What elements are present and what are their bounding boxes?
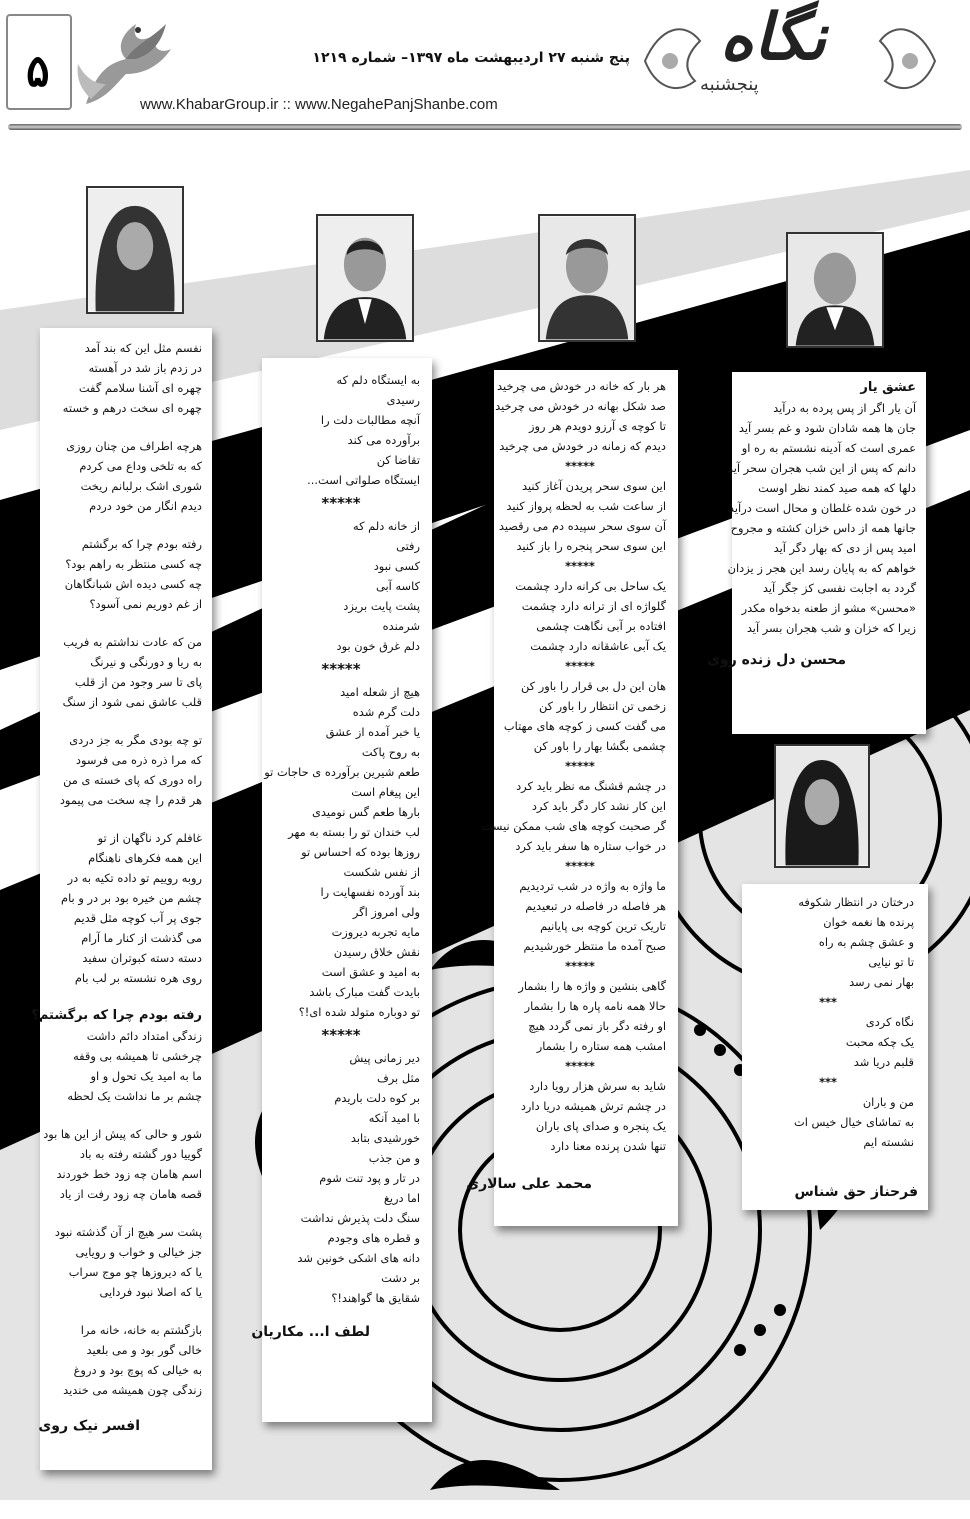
poem-line: تنها شدن پرنده معنا دارد xyxy=(550,1139,666,1153)
stanza-gap xyxy=(40,516,202,534)
poem-line: غافلم کرد ناگهان از تو xyxy=(97,831,202,845)
issue-date-line: پنج شنبه ۲۷ اردیبهشت ماه ۱۳۹۷– شماره ۱۲۱۹ xyxy=(312,50,630,66)
poem-line: زیرا که خزان و شب هجران بسر آید xyxy=(746,621,916,635)
poet-photo-makarian xyxy=(316,214,414,342)
poem-line: که مرا ذره ذره می فرسود xyxy=(75,753,202,767)
poem-line: زندگی امتداد دائم داشت xyxy=(86,1029,202,1043)
poem-line: قلب عاشق نمی شود از سنگ xyxy=(62,695,202,709)
poem-line: این همه فکرهای ناهنگام xyxy=(88,851,202,865)
poem-line: رفتی xyxy=(396,539,420,553)
poem-line: ما واژه به واژه در شب تردیدیم xyxy=(519,879,666,893)
poem-line: من که عادت نداشتم به فریب xyxy=(63,635,202,649)
poem-line: گردد به اجابت نفسی کز جگر آید xyxy=(762,581,916,595)
poem-line: یا که دیروزها چو موج سراب xyxy=(68,1265,202,1279)
poem-line: که به تلخی وداع می کردم xyxy=(79,459,202,473)
poem-line: چه کسی منتظر به راهم بود؟ xyxy=(65,557,202,571)
poem-line: او رفته دگر باز نمی گردد هیچ xyxy=(528,1019,666,1033)
poet-name: فرحناز حق شناس xyxy=(794,1184,918,1200)
poem-line: زخمی تن انتظار را باور کن xyxy=(538,699,666,713)
poem-line: به خیالی که پوچ بود و دروغ xyxy=(73,1363,202,1377)
poem-line: چشم من خیره بود بر در و بام xyxy=(61,891,202,905)
poem-line: اسم هامان چه زود خط خوردند xyxy=(56,1167,202,1181)
stanza-separator: ***** xyxy=(565,659,595,673)
poem-line: رفته بودم چرا که برگشتم xyxy=(81,537,202,551)
poem-line: یا خبر آمده از عشق xyxy=(325,725,420,739)
poem-line: به ایستگاه دلم که xyxy=(336,373,420,387)
poem-line: آنچه مطالبات دلت را xyxy=(320,413,420,427)
stanza-separator: ***** xyxy=(565,759,595,773)
poem-line: و قطره های وجودم xyxy=(327,1231,420,1245)
poem-line: پشت پایت بریزد xyxy=(343,599,420,613)
poem-line: در چشم قشنگ مه نظر باید کرد xyxy=(516,779,666,793)
stanza-separator: ***** xyxy=(321,1026,361,1044)
poem-line: این سوی سحر پنجره را باز کنید xyxy=(516,539,666,553)
page-number: ۵ xyxy=(26,46,50,97)
poem-line: هر بار که خانه در خودش می چرخید xyxy=(497,379,666,393)
poet-name: لطف ا... مکاریان xyxy=(251,1324,370,1340)
poem-line: آن سوی سحر سپیده دم می رقصید xyxy=(498,519,666,533)
poet-name: محمد علی سالاری xyxy=(466,1176,592,1192)
poem-line: پشت سر هیچ از آن گذشته نبود xyxy=(54,1225,202,1239)
poem-line: تو دوباره متولد شده ای!؟ xyxy=(298,1005,420,1019)
poem-line: نفسم مثل این که بند آمد xyxy=(84,341,202,355)
poem-line: در خواب ستاره ها سفر باید کرد xyxy=(515,839,666,853)
poem-line: به امید و عشق است xyxy=(321,965,420,979)
stanza-separator: *** xyxy=(819,995,837,1009)
poem-line: گر صحبت کوچه های شب ممکن نیست xyxy=(481,819,666,833)
poem-line: این پیغام است xyxy=(351,785,420,799)
poem-line: چهره ای سخت درهم و خسته xyxy=(62,401,202,415)
poem-line: بهار نمی رسد xyxy=(849,975,914,989)
stanza-separator: ***** xyxy=(321,660,361,678)
poem-line: جانها همه از داس خزان کشته و مجروح xyxy=(730,521,916,535)
poet-photo-farahnaz xyxy=(774,744,870,868)
poem-line: امشب همه ستاره را بشمار xyxy=(536,1039,666,1053)
poem-line: صد شکل بهانه در خودش می چرخید xyxy=(495,399,666,413)
poem-line: با امید آنکه xyxy=(368,1111,420,1125)
poem-line: دیدم که زمانه در خودش می چرخید xyxy=(499,439,666,453)
poem-line: شاید به سرش هزار رویا دارد xyxy=(529,1079,666,1093)
poem-line: چه کسی دیده اش شبانگاهان xyxy=(64,577,202,591)
poem-line: جان ها همه شادان شود و غم بسر آید xyxy=(738,421,916,435)
poem-line: از ساعت شب به لحظه پرواز کنید xyxy=(506,499,666,513)
poem-line: یک چکه محبت xyxy=(845,1035,914,1049)
poem-line: «محسن» مشو از طعنه بدخواه مکدر xyxy=(741,601,916,615)
poet-photo-mohsen xyxy=(786,232,884,348)
poem-line: بازگشتم به خانه، خانه مرا xyxy=(80,1323,202,1337)
poem-line: یک آبی عاشقانه دارد چشمت xyxy=(530,639,666,653)
poem-line: در زدم باز شد در آهسته xyxy=(88,361,202,375)
poem-line: راه دوری که پای خسته ی من xyxy=(63,773,202,787)
poem-line: این سوی سحر پریدن آغاز کنید xyxy=(522,479,666,493)
website-urls: www.KhabarGroup.ir :: www.NegahePanjShanbe.com xyxy=(140,96,498,113)
poem-line: به روح پاکت xyxy=(361,745,420,759)
poem-subtitle: رفته بودم چرا که برگشتم؟ xyxy=(31,1008,202,1023)
poem-line: تو چه بودی مگر به جز دردی xyxy=(69,733,202,747)
stanza-gap xyxy=(40,1106,202,1124)
header-divider xyxy=(8,124,962,130)
poem-lines xyxy=(262,370,420,1308)
poem-line: از خانه دلم که xyxy=(353,519,420,533)
poem-line: شقایق ها گواهند!؟ xyxy=(331,1291,420,1305)
poem-column-3 xyxy=(251,358,432,1422)
poem-line: یک ساحل بی کرانه دارد چشمت xyxy=(515,579,666,593)
poem-line: درختان در انتظار شکوفه xyxy=(798,895,914,909)
stanza-separator: ***** xyxy=(321,494,361,512)
poem-line: در خون شده غلطان و محال است درآید xyxy=(728,501,916,515)
stanza-gap xyxy=(40,1302,202,1320)
poem-line: شرمنده xyxy=(382,619,420,633)
poem-line: سنگ دلت پذیرش نداشت xyxy=(300,1211,420,1225)
poem-line: ولی امروز اگر xyxy=(352,905,420,919)
poem-line: دیر زمانی پیش xyxy=(349,1051,420,1065)
poem-line: به تماشای خیال خیس ات xyxy=(793,1115,914,1129)
poem-line: طعم شیرین برآورده ی حاجات تو xyxy=(264,765,420,779)
poem-column-1 xyxy=(707,372,926,734)
newspaper-logo-subtitle: پنجشنبه xyxy=(700,74,759,95)
poem-lines xyxy=(31,338,202,1400)
poem-line: تقاضا کن xyxy=(376,453,420,467)
poet-name: محسن دل زنده روی xyxy=(707,652,846,668)
poem-line: زندگی چون همیشه می خندید xyxy=(63,1383,202,1397)
poem-line: مثل برف xyxy=(376,1071,420,1085)
poem-line: بر کوه دلت باریدم xyxy=(334,1091,420,1105)
poem-line: چهره ای آشنا سلامم گفت xyxy=(78,381,202,395)
poem-line: نقش خلاق رسیدن xyxy=(333,945,420,959)
poem-column-2 xyxy=(466,370,678,1226)
poem-line: در چشم ترش همیشه دریا دارد xyxy=(520,1099,666,1113)
poem-line: تا کوچه ی آرزو دویدم هر روز xyxy=(529,419,666,433)
poem-line: یا که اصلا نبود فردایی xyxy=(99,1285,202,1299)
poem-column-4 xyxy=(31,328,212,1470)
poem-column-5 xyxy=(742,884,928,1210)
poem-line: کاسه آبی xyxy=(376,579,420,593)
poem-line: برآورده می کند xyxy=(347,433,420,447)
poem-line: گوییا دور گشته رفته به باد xyxy=(79,1147,202,1161)
poem-line: اما دریغ xyxy=(383,1191,420,1205)
poem-line: دلم غرق خون بود xyxy=(336,639,420,653)
poem-line: دانم که پس از این شب هجران سحر آید xyxy=(727,461,916,475)
stanza-gap xyxy=(40,988,202,1006)
poem-line: هر قدم را چه سخت می پیمود xyxy=(59,793,202,807)
poem-line: جز خیالی و خواب و رویایی xyxy=(75,1245,202,1259)
poem-line: روی هره نشسته بر لب بام xyxy=(74,971,202,985)
stanza-separator: ***** xyxy=(565,459,595,473)
poem-line: گلواژه ای از ترانه دارد چشمت xyxy=(521,599,666,613)
poem-line: این کار نشد کار دگر باید کرد xyxy=(531,799,666,813)
poem-line: هیچ از شعله امید xyxy=(340,685,420,699)
poem-line: می گفت کسی ز کوچه های مهتاب xyxy=(503,719,666,733)
poem-line: قلبم دریا شد xyxy=(853,1055,914,1069)
poem-line: از نفس شکست xyxy=(343,865,420,879)
stanza-gap xyxy=(40,712,202,730)
poem-line: یک پنجره و صدای پای باران xyxy=(535,1119,666,1133)
poem-line: تا تو نیایی xyxy=(868,955,914,969)
poem-line: گاهی بنشین و واژه ها را بشمار xyxy=(518,979,666,993)
stanza-gap xyxy=(40,1204,202,1222)
poem-line: نگاه کردی xyxy=(865,1015,914,1029)
poem-line: چرخشی تا همیشه بی وقفه xyxy=(73,1049,202,1063)
poem-line: چشمی بگشا بهار را باور کن xyxy=(533,739,666,753)
poem-line: حالا همه نامه پاره ها را بشمار xyxy=(524,999,666,1013)
poem-line: افتاده بر آبی نگاهت چشمی xyxy=(536,619,666,633)
stanza-separator: ***** xyxy=(565,959,595,973)
poem-line: ایستگاه صلواتی است... xyxy=(307,473,420,487)
poem-line: بارها طعم گس نومیدی xyxy=(311,805,420,819)
poem-line: هرچه اطراف من چنان روزی xyxy=(66,439,202,453)
poem-line: هان این دل بی قرار را باور کن xyxy=(520,679,666,693)
poem-lines xyxy=(742,892,914,1152)
poem-line: روزها بوده که احساس تو xyxy=(301,845,420,859)
poem-line: رسیدی xyxy=(386,393,420,407)
poem-line: خواهم که به پایان رسد این هجر ز یزدان xyxy=(727,561,916,575)
newspaper-logo: نگاه xyxy=(720,0,827,75)
poem-lines xyxy=(727,398,916,638)
poem-line: بند آورده نفسهایت را xyxy=(320,885,420,899)
poem-line: پرنده ها نغمه خوان xyxy=(823,915,914,929)
poem-line: تاریک ترین کوچه بی پایانیم xyxy=(540,919,666,933)
poem-line: بر دشت xyxy=(381,1271,420,1285)
poem-line: دلها که همه صید کمند نظر اوست xyxy=(758,481,916,495)
poem-line: مایه تجربه دیروزت xyxy=(331,925,420,939)
poem-line: جوی پر آب کوچه مثل قدیم xyxy=(73,911,202,925)
poem-line: کسی نبود xyxy=(373,559,420,573)
poem-line: شور و حالی که پیش از این ها بود xyxy=(43,1127,202,1141)
poem-line: می گذشت از کنار ما آرام xyxy=(81,931,202,945)
poem-line: از غم دوریم نمی آسود؟ xyxy=(89,597,202,611)
stanza-separator: ***** xyxy=(565,859,595,873)
poem-line: امید پس از دی که بهار دگر آید xyxy=(773,541,916,555)
stanza-separator: ***** xyxy=(565,559,595,573)
stanza-separator: *** xyxy=(819,1075,837,1089)
poem-line: خالی گور بود و می بلعید xyxy=(86,1343,202,1357)
poem-title: عشق یار xyxy=(860,380,916,395)
poem-line: دسته دسته کبوتران سفید xyxy=(82,951,202,965)
poem-line: لب خندان تو را بسته به مهر xyxy=(288,825,420,839)
poem-line: و من جذب xyxy=(368,1151,420,1165)
poem-line: نشسته ایم xyxy=(863,1135,914,1149)
poem-line: آن یار اگر از پس پرده به درآید xyxy=(773,401,916,415)
poet-photo-afsar xyxy=(86,186,184,314)
poet-photo-salari xyxy=(538,214,636,342)
poem-line: عمری است که آدینه نشستم به ره او xyxy=(741,441,916,455)
page-number-box xyxy=(6,14,72,110)
poem-line: در تار و پود تنت شوم xyxy=(319,1171,420,1185)
poet-name: افسر نیک روی xyxy=(38,1418,140,1434)
stanza-separator: ***** xyxy=(565,1059,595,1073)
stanza-gap xyxy=(40,418,202,436)
poem-line: ما به امید یک تحول و او xyxy=(90,1069,202,1083)
poem-line: چشم بر ما نداشت یک لحظه xyxy=(67,1089,202,1103)
poem-line: بایدت گفت مبارک باشد xyxy=(309,985,420,999)
poem-line: هر فاصله در فاصله در تبعیدیم xyxy=(525,899,666,913)
poem-line: شوری اشک برلبانم ریخت xyxy=(80,479,202,493)
poem-line: پای تا سر وجود من از قلب xyxy=(74,675,202,689)
poem-line: صبح آمده ما منتظر خورشیدیم xyxy=(523,939,666,953)
poem-line: خورشیدی بتابد xyxy=(350,1131,420,1145)
poem-line: من و باران xyxy=(862,1095,914,1109)
poem-line: دانه های اشکی خونین شد xyxy=(297,1251,420,1265)
stanza-gap xyxy=(40,810,202,828)
page-header xyxy=(0,0,970,140)
poem-line: دلت گرم شده xyxy=(352,705,420,719)
stanza-gap xyxy=(40,614,202,632)
poem-line: و عشق چشم به راه xyxy=(818,935,914,949)
poem-line: روبه روییم تو داده تکیه به در xyxy=(67,871,202,885)
poem-line: قصه هامان چه زود رفت از یاد xyxy=(59,1187,202,1201)
poem-lines xyxy=(481,376,666,1156)
poem-line: به ریا و دورنگی و نیرنگ xyxy=(90,655,202,669)
poem-line: دیدم انگار من خود دردم xyxy=(89,499,202,513)
